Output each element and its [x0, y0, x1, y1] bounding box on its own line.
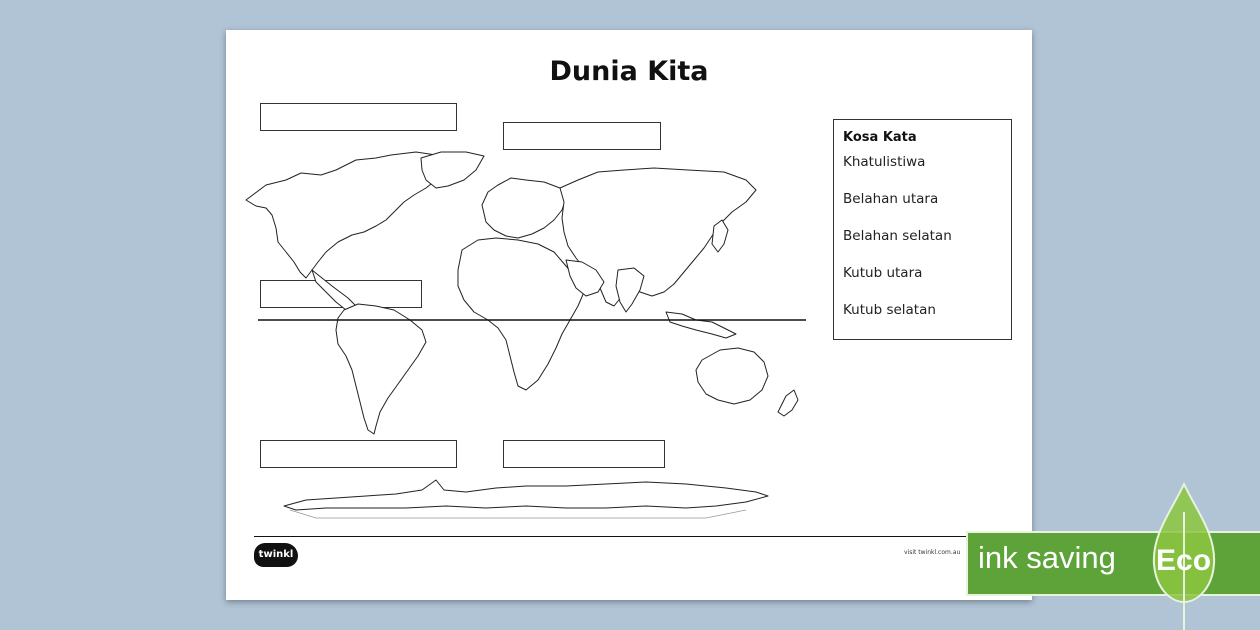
europe-outline: [482, 178, 566, 238]
footer-website: visit twinkl.com.au: [904, 549, 961, 556]
india-outline: [616, 268, 644, 312]
eco-badge-word: Eco: [1156, 544, 1212, 577]
twinkl-logo: twinkl: [254, 543, 298, 567]
eco-badge: [966, 482, 1260, 630]
vocabulary-term: Belahan selatan: [843, 228, 952, 244]
south-america-outline: [336, 304, 426, 434]
vocabulary-box: [833, 119, 1012, 340]
greenland-outline: [421, 152, 484, 188]
antarctica-edge: [290, 510, 746, 518]
worksheet-title: Dunia Kita: [549, 56, 709, 87]
vocabulary-term: Kutub utara: [843, 265, 923, 281]
southeast-asia-outline: [666, 312, 736, 338]
vocabulary-term: Belahan utara: [843, 191, 939, 207]
vocabulary-term: Khatulistiwa: [843, 154, 926, 170]
worksheet-page: [226, 30, 1032, 600]
antarctica-outline: [284, 480, 768, 510]
vocabulary-heading: Kosa Kata: [843, 130, 917, 145]
australia-outline: [696, 348, 768, 404]
new-zealand-outline: [778, 390, 798, 416]
eco-badge-text: ink saving: [978, 540, 1116, 575]
vocabulary-term: Kutub selatan: [843, 302, 936, 318]
footer-divider: [254, 536, 1006, 537]
africa-outline: [458, 238, 584, 390]
